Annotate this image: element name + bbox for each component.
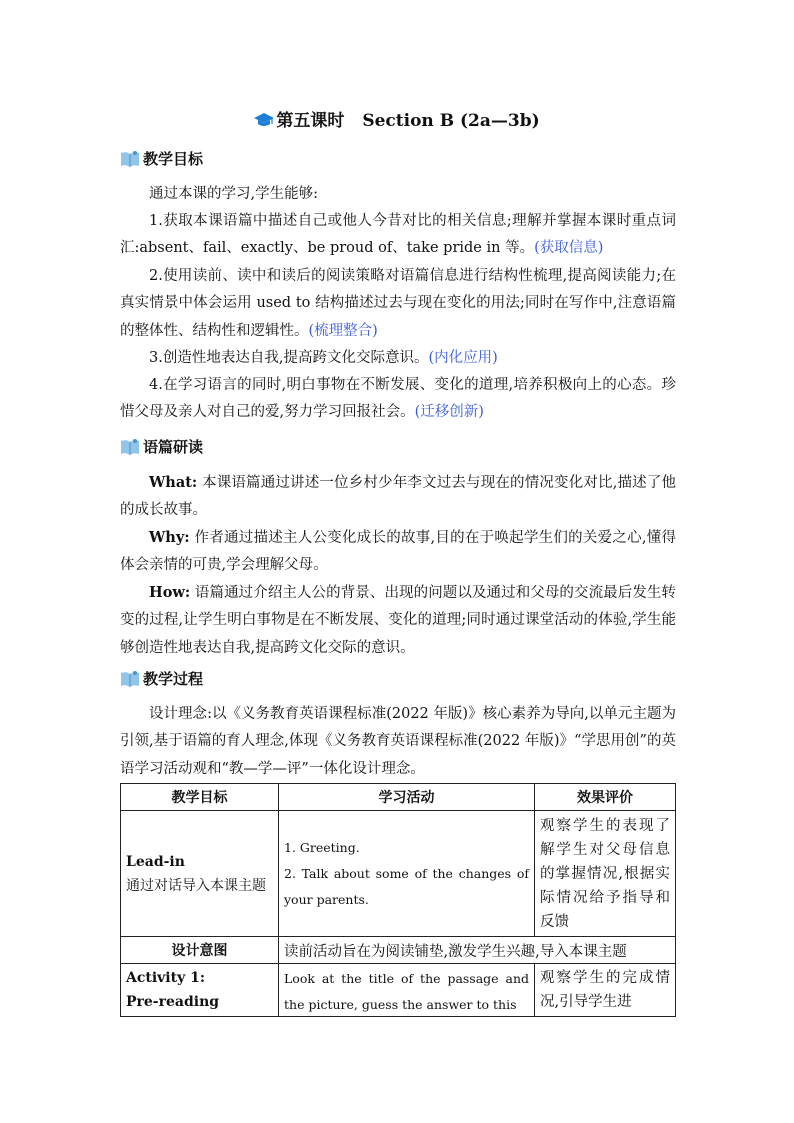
design-philosophy: 设计理念:以《义务教育英语课程标准(2022 年版)》核心素养为导向,以单元主题为引领,基于语篇的育人理念,体现《义务教育英语课程标准(2022 年版)》“学思用创”的英语学习活动观和“教—学—评”一体化设计理念。 [120, 706, 676, 777]
analysis-text: 语篇通过介绍主人公的背景、出现的问题以及通过和父母的交流最后发生转变的过程,让学生明白事物是在不断发展、变化的道理;同时通过课堂活动的体验,学生能够创造性地表达自我,提高跨文化交际的意识。 [120, 585, 676, 656]
section-title: 语篇研读 [143, 438, 204, 456]
goal-cell [121, 811, 279, 937]
analysis-why [120, 524, 676, 580]
column-header: 效果评价 [535, 784, 676, 811]
evaluation-cell: 观察学生的表现了解学生对父母信息的掌握情况,根据实际情况给予指导和反馈 [535, 811, 676, 937]
book-icon [119, 669, 141, 689]
table-header-row [121, 784, 676, 811]
objective-tag: (内化应用) [428, 350, 498, 366]
objective-item-4 [120, 372, 676, 427]
activity-step: 2. Talk about some of the changes of your parents. [284, 865, 529, 907]
evaluation-text: 观察学生的完成情况,引导学生进 [540, 970, 670, 1010]
objective-text: 1.获取本课语篇中描述自己或他人今昔对比的相关信息;理解并掌握本课时重点词汇:absent、fail、exactly、be proud of、take pride in 等。 [120, 213, 676, 257]
book-icon [119, 149, 141, 169]
analysis-text: 作者通过描述主人公变化成长的故事,目的在于唤起学生们的关爱之心,懂得体会亲情的可贵,学会理解父母。 [120, 530, 676, 574]
lesson-plan-table [120, 783, 676, 1017]
section-title: 教学过程 [143, 670, 204, 688]
book-icon [119, 437, 141, 457]
lesson-section: Section B (2a—3b) [362, 111, 540, 131]
design-text: 读前活动旨在为阅读铺垫,激发学生兴趣,导入本课主题 [279, 937, 676, 964]
activity-cell [279, 964, 535, 1017]
objective-item-2 [120, 263, 676, 345]
objectives-intro: 通过本课的学习,学生能够: [149, 186, 318, 202]
goal-title: Activity 1: [126, 970, 206, 986]
objective-tag: (梳理整合) [308, 322, 378, 339]
objective-item-3 [120, 345, 676, 372]
analysis-label: What: [149, 474, 198, 491]
objective-tag: (获取信息) [534, 240, 604, 257]
goal-title: Lead-in [126, 853, 185, 870]
section-heading-process [119, 668, 203, 689]
objective-text: 2.使用读前、读中和读后的阅读策略对语篇信息进行结构性梳理,提高阅读能力;在真实情景中体会运用 used to 结构描述过去与现在变化的用法;同时在写作中,注意语篇的整体性、结构性和逻辑性。 [120, 268, 676, 339]
objective-text: 4.在学习语言的同时,明白事物在不断发展、变化的道理,培养积极向上的心态。珍惜父母及亲人对自己的爱,努力学习回报社会。 [120, 377, 676, 421]
column-header: 学习活动 [279, 784, 535, 811]
analysis-how [120, 579, 676, 662]
analysis-label: Why: [149, 529, 190, 546]
goal-subtitle: Pre-reading [126, 994, 220, 1010]
activity-step: 1. Greeting. [284, 839, 360, 855]
table-row [121, 937, 676, 964]
column-header: 教学目标 [121, 784, 279, 811]
objective-item-1 [120, 208, 676, 263]
graduation-cap-icon [254, 112, 274, 128]
goal-cell [121, 964, 279, 1017]
lesson-number: 第五课时 [276, 111, 345, 131]
analysis-label: How: [149, 584, 191, 601]
analysis-text: 本课语篇通过讲述一位乡村少年李文过去与现在的情况变化对比,描述了他的成长故事。 [120, 475, 676, 519]
analysis-what [120, 469, 676, 525]
objective-tag: (迁移创新) [414, 404, 484, 421]
table-row [121, 811, 676, 937]
objective-text: 3.创造性地表达自我,提高跨文化交际意识。 [149, 350, 429, 366]
evaluation-cell [535, 964, 676, 1017]
lesson-title [0, 106, 794, 131]
section-heading-analysis [119, 436, 203, 457]
goal-text: 通过对话导入本课主题 [126, 877, 266, 894]
activity-cell [279, 811, 535, 937]
activity-text: Look at the title of the passage and the picture, guess the answer to this [284, 971, 529, 1012]
section-title: 教学目标 [143, 150, 204, 168]
table-row [121, 964, 676, 1017]
design-label: 设计意图 [121, 937, 279, 964]
section-heading-objectives [119, 148, 203, 169]
